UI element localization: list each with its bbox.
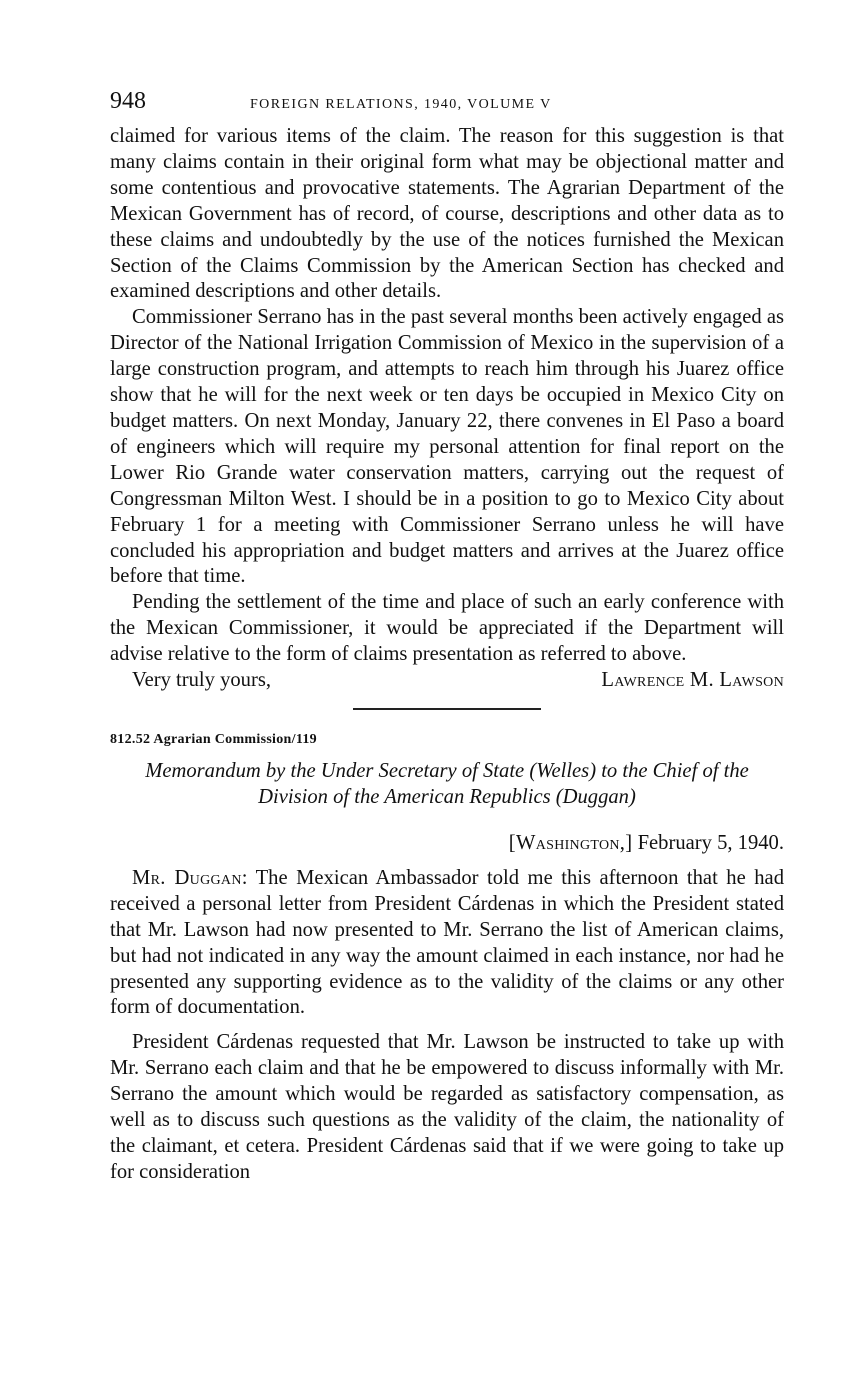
page-number: 948 (110, 88, 146, 114)
page-header (110, 88, 784, 124)
letter-paragraph-2: Commissioner Serrano has in the past several months been actively engaged as Director of the National Irrigation Commission of Mexico in the supervision of a large construction program, and attempts to reach him through his Juarez office show that he will for the next week or ten days be occupied in Mexico City on budget matters. On next Monday, January 22, there convenes in El Paso a board of engineers which will require my personal attention for final report on the Lower Rio Grande water conservation matters, carrying out the request of Congressman Milton West. I should be in a position to go to Mexico City about February 1 for a meeting with Commissioner Serrano unless he will have concluded his appropriation and budget matters and arrives at the Juarez office before that time. (110, 306, 784, 588)
letter-paragraph-3: Pending the settlement of the time and place of such an early conference with the Mexican Commissioner, it would be appreciated if the Department will advise relative to the form of claims presentation as referred to above. (110, 591, 784, 666)
document-title: Memorandum by the Under Secretary of State (Welles) to the Chief of the Division of the American Republics (Duggan) (145, 759, 749, 808)
section-divider (353, 708, 541, 710)
complimentary-close: Very truly yours, (132, 669, 271, 692)
signature: Lawrence M. Lawson (601, 669, 784, 692)
letter-closing (110, 668, 784, 694)
dateline-place: [Washington,] (508, 831, 633, 854)
dateline-date: February 5, 1940. (637, 831, 784, 854)
file-reference: 812.52 Agrarian Commission/119 (110, 731, 317, 747)
dateline (110, 830, 784, 856)
running-head: FOREIGN RELATIONS, 1940, VOLUME V (250, 97, 552, 112)
document-page (110, 88, 784, 1186)
letter-paragraph-1: claimed for various items of the claim. The reason for this suggestion is that many claims contain in their original form what may be objectional matter and some contentious and provocative statements. The Agrarian Department of the Mexican Government has of record, of course, descriptions and other data as to these claims and undoubtedly by the use of the notices furnished the Mexican Section of the Claims Commission by the American Section has checked and examined descriptions and other details. (110, 125, 784, 303)
memo-paragraph-1 (110, 866, 784, 1021)
memo-paragraph-1-text: : The Mexican Ambassador told me this afternoon that he had received a personal letter from President Cárdenas in which the President stated that Mr. Lawson had now presented to Mr. Serrano the list of American claims, but had not indicated in any way the amount claimed in each instance, nor had he presented any supporting evidence as to the validity of the claims or any other form of documentation. (110, 866, 784, 1019)
memo-paragraph-2: President Cárdenas requested that Mr. Lawson be instructed to take up with Mr. Serrano each claim and that he be empowered to discuss informally with Mr. Serrano the amount which would be regarded as satisfactory compensation, as well as to discuss such questions as the validity of the claim, the nationality of the claimant, et cetera. President Cárdenas said that if we were going to take up for consideration (110, 1031, 784, 1183)
salutation: Mr. Duggan (132, 866, 242, 889)
